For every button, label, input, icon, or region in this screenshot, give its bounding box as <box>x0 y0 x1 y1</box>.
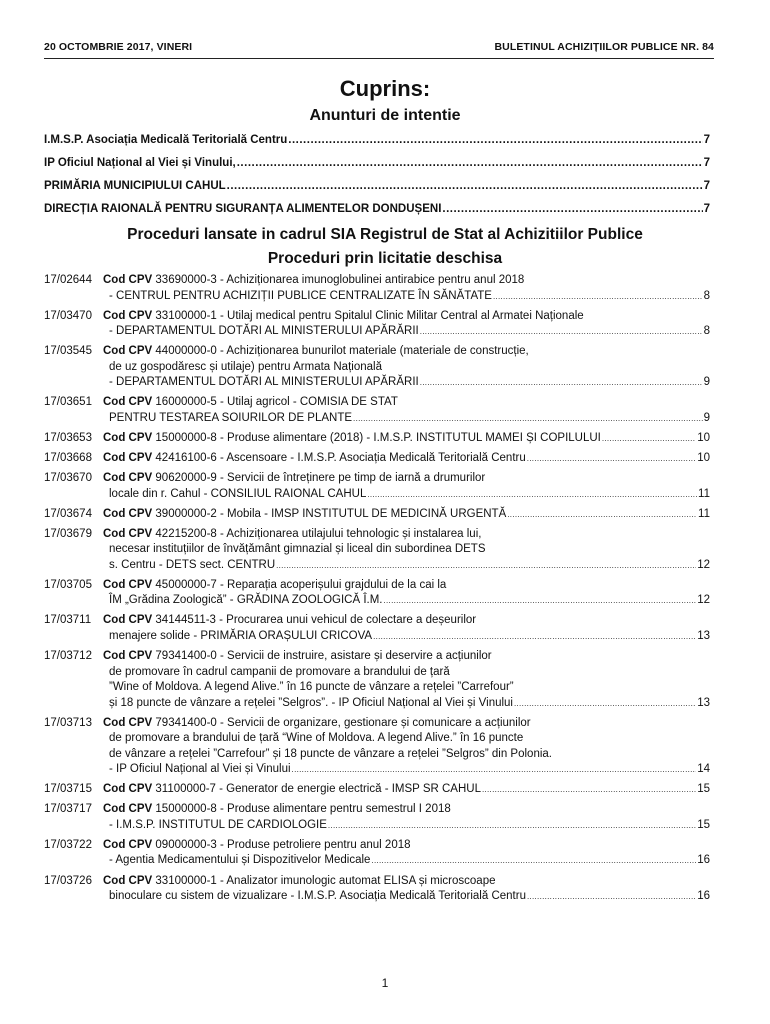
toc-item-page: 7 <box>703 180 710 192</box>
procedure-id: 17/03668 <box>44 451 92 464</box>
leader-dots <box>527 889 696 905</box>
procedure-last-line <box>103 451 710 467</box>
procedure-id: 17/03713 <box>44 716 92 729</box>
procedure-line: de promovare în cadrul campanii de promovare a brandului de țară <box>109 665 450 678</box>
leader-dots <box>602 431 696 447</box>
procedure-page: 12 <box>697 558 710 571</box>
procedure-text-value: - I.M.S.P. INSTITUTUL DE CARDIOLOGIE <box>109 818 327 831</box>
procedure-page: 15 <box>697 783 710 796</box>
cpv-label: Cod CPV <box>103 431 153 444</box>
procedure-text <box>109 411 352 427</box>
cpv-label: Cod CPV <box>103 803 153 816</box>
procedure-page: 13 <box>697 629 710 642</box>
procedure-id: 17/03726 <box>44 874 92 887</box>
cpv-label: Cod CPV <box>103 874 153 887</box>
procedure-entry[interactable] <box>44 578 710 609</box>
leader-dots <box>373 629 696 645</box>
procedure-last-line <box>107 411 710 427</box>
procedure-last-line <box>107 558 710 574</box>
procedure-page: 10 <box>697 431 710 444</box>
procedure-id: 17/03705 <box>44 578 92 591</box>
procedure-entry[interactable] <box>44 782 710 798</box>
procedure-text-value: - DEPARTAMENTUL DOTĂRI AL MINISTERULUI APĂRĂRII <box>109 376 419 389</box>
procedure-id: 17/03545 <box>44 345 92 358</box>
procedure-entry[interactable] <box>44 395 710 426</box>
leader-dots <box>482 782 696 798</box>
procedure-page: 15 <box>697 818 710 831</box>
procedure-entry[interactable] <box>44 273 710 304</box>
procedure-last-line <box>107 818 710 834</box>
procedure-page: 9 <box>703 376 710 389</box>
procedure-id: 17/03674 <box>44 507 92 520</box>
procedure-text-value: s. Centru - DETS sect. CENTRU <box>109 558 276 571</box>
toc-item-text: PRIMĂRIA MUNICIPIULUI CAHUL <box>44 180 226 192</box>
procedure-id: 17/03712 <box>44 650 92 663</box>
procedure-text <box>109 375 419 391</box>
procedure-text-value: PENTRU TESTAREA SOIURILOR DE PLANTE <box>109 411 353 424</box>
procedure-text <box>109 593 383 609</box>
leader-dots <box>514 696 696 712</box>
procedure-text: 34144511-3 - Procurarea unui vehicul de colectare a deșeurilor <box>155 614 477 627</box>
procedure-text <box>103 431 601 447</box>
procedure-text <box>109 558 275 574</box>
procedure-id: 17/03679 <box>44 527 92 540</box>
procedure-first-line <box>103 716 710 732</box>
procedure-last-line <box>107 375 710 391</box>
procedure-last-line <box>107 629 710 645</box>
procedure-text-value: locale din r. Cahul - CONSILIUL RAIONAL CAHUL <box>109 487 367 500</box>
procedure-entry[interactable] <box>44 431 710 447</box>
procedure-text: 09000000-3 - Produse petroliere pentru anul 2018 <box>155 838 411 851</box>
procedure-text <box>103 451 526 467</box>
procedure-entry[interactable] <box>44 471 710 502</box>
procedure-text-value: - Agentia Medicamentului și Dispozitivelor Medicale <box>109 854 371 867</box>
procedure-text-value: ÎM „Grădina Zoologică” - GRĂDINA ZOOLOGICĂ Î.M. <box>109 594 383 607</box>
procedure-id: 17/03651 <box>44 396 92 409</box>
procedure-page: 8 <box>703 289 710 302</box>
procedure-text <box>109 762 291 778</box>
toc-item[interactable] <box>44 180 710 192</box>
procedure-page: 10 <box>697 451 710 464</box>
leader-dots <box>371 853 696 869</box>
procedure-first-line <box>103 527 710 543</box>
cpv-label: Cod CPV <box>103 578 153 591</box>
procedure-text <box>109 487 366 503</box>
procedure-text-value: 15000000-8 - Produse alimentare (2018) - I.M.S.P. INSTITUTUL MAMEI ȘI COPILULUI <box>155 431 601 444</box>
cpv-label: Cod CPV <box>103 309 153 322</box>
leader-dots <box>527 451 696 467</box>
toc-leader <box>442 203 702 215</box>
procedure-page: 12 <box>697 594 710 607</box>
toc-item[interactable] <box>44 157 710 169</box>
procedure-id: 17/02644 <box>44 274 92 286</box>
procedure-text <box>109 889 526 905</box>
toc-item-text: DIRECȚIA RAIONALĂ PENTRU SIGURANȚA ALIMENTELOR DONDUȘENI <box>44 203 442 215</box>
section-title: Proceduri lansate in cadrul SIA Registrul de Stat al Achizitiilor Publice <box>127 226 643 243</box>
cpv-label: Cod CPV <box>103 783 153 796</box>
procedure-last-line <box>103 507 710 523</box>
cpv-label: Cod CPV <box>103 507 153 520</box>
procedure-first-line <box>103 309 710 325</box>
procedure-page: 16 <box>697 890 710 902</box>
toc-item[interactable] <box>44 134 710 146</box>
procedure-text <box>103 782 481 798</box>
procedure-text: 33100000-1 - Analizator imunologic automat ELISA și microscoape <box>155 874 496 887</box>
header-publication: BULETINUL ACHIZIȚIILOR PUBLICE NR. 84 <box>494 41 714 53</box>
procedure-text-value: 31100000-7 - Generator de energie electrică - IMSP SR CAHUL <box>155 783 481 796</box>
procedure-first-line <box>103 471 710 487</box>
cpv-label: Cod CPV <box>103 345 153 358</box>
procedure-page: 11 <box>698 487 710 500</box>
procedure-text: 90620000-9 - Servicii de întreținere pe timp de iarnă a drumurilor <box>155 472 486 485</box>
procedure-id: 17/03670 <box>44 472 92 485</box>
procedure-text-value: 39000000-2 - Mobila - IMSP INSTITUTUL DE MEDICINĂ URGENTĂ <box>155 507 507 520</box>
procedure-page: 16 <box>697 854 710 867</box>
procedure-text <box>103 507 506 523</box>
procedure-entry[interactable] <box>44 507 710 523</box>
cpv-label: Cod CPV <box>103 451 153 464</box>
procedure-last-line <box>107 324 710 340</box>
procedure-page: 13 <box>697 696 710 709</box>
procedure-first-line <box>103 578 710 594</box>
procedure-text <box>109 696 513 712</box>
toc-leader <box>237 157 703 169</box>
procedure-entry[interactable] <box>44 874 710 905</box>
procedure-first-line <box>103 613 710 629</box>
procedure-text: 45000000-7 - Reparația acoperișului grajdului de la cai la <box>155 578 447 591</box>
procedure-id: 17/03470 <box>44 309 92 322</box>
cpv-label: Cod CPV <box>103 716 153 729</box>
toc-leader <box>227 180 703 192</box>
leader-dots <box>292 762 697 778</box>
header-rule <box>44 58 714 59</box>
toc-item-page: 7 <box>703 203 710 215</box>
procedure-line: ”Wine of Moldova. A legend Alive.” în 16 puncte de vânzare a rețelei ”Carrefour” <box>109 681 514 694</box>
page-subtitle: Anunturi de intentie <box>309 107 461 124</box>
procedure-entry[interactable] <box>44 802 710 833</box>
procedure-entry[interactable] <box>44 344 710 391</box>
toc-item-page: 7 <box>703 134 710 146</box>
procedure-last-line <box>103 431 710 447</box>
procedure-line: de uz gospodăresc și utilaje) pentru Armata Națională <box>109 360 382 373</box>
leader-dots <box>367 487 697 503</box>
procedure-line: necesar instituțiilor de învățământ gimnazial și liceal din subordinea DETS <box>109 543 486 556</box>
toc-leader <box>288 134 702 146</box>
leader-dots <box>507 507 697 523</box>
procedure-text-value: menajere solide - PRIMĂRIA ORAȘULUI CRICOVA <box>109 629 373 642</box>
toc-item[interactable] <box>44 203 710 215</box>
procedure-text: 42215200-8 - Achiziționarea utilajului tehnologic și instalarea lui, <box>155 527 482 540</box>
procedure-text: 16000000-5 - Utilaj agricol - COMISIA DE STAT <box>155 396 398 409</box>
toc-item-text: I.M.S.P. Asociația Medicală Teritorială Centru <box>44 134 288 146</box>
procedure-id: 17/03653 <box>44 431 92 444</box>
leader-dots <box>276 558 696 574</box>
procedure-text <box>109 818 327 834</box>
procedure-entry[interactable] <box>44 613 710 644</box>
procedure-page: 14 <box>697 763 710 776</box>
procedure-text-value: - CENTRUL PENTRU ACHIZIȚII PUBLICE CENTRALIZATE ÎN SĂNĂTATE <box>109 289 492 302</box>
procedure-first-line <box>103 649 710 665</box>
procedure-text-value: - IP Oficiul Național al Viei și Vinului <box>109 763 291 776</box>
procedure-id: 17/03711 <box>44 614 92 627</box>
cpv-label: Cod CPV <box>103 614 153 627</box>
procedure-text-value: și 18 puncte de vânzare a rețelei ”Selgros”. - IP Oficiul Național al Viei și Vinului <box>109 696 513 709</box>
procedure-first-line <box>103 273 710 289</box>
procedure-last-line <box>107 762 710 778</box>
cpv-label: Cod CPV <box>103 396 153 409</box>
leader-dots <box>420 324 703 340</box>
toc-item-text: IP Oficiul Național al Viei și Vinului, <box>44 157 236 169</box>
procedure-list <box>44 273 710 909</box>
procedure-last-line <box>107 593 710 609</box>
procedure-last-line <box>107 487 710 503</box>
procedure-first-line <box>103 874 710 890</box>
procedure-page: 9 <box>703 411 710 424</box>
leader-dots <box>328 818 696 834</box>
procedure-last-line <box>107 889 710 905</box>
cpv-label: Cod CPV <box>103 274 153 286</box>
cpv-label: Cod CPV <box>103 838 153 851</box>
cpv-label: Cod CPV <box>103 527 153 540</box>
procedure-last-line <box>103 782 710 798</box>
procedure-first-line <box>103 838 710 854</box>
procedure-text-value: binoculare cu sistem de vizualizare - I.M.S.P. Asociația Medicală Teritorială Centru <box>109 890 526 902</box>
procedure-text <box>109 324 419 340</box>
leader-dots <box>493 289 703 305</box>
cpv-label: Cod CPV <box>103 472 153 485</box>
page-number: 1 <box>381 976 389 990</box>
procedure-last-line <box>107 696 710 712</box>
procedure-last-line <box>107 289 710 305</box>
procedure-entry[interactable] <box>44 451 710 467</box>
running-header <box>44 41 714 55</box>
procedure-first-line <box>103 344 710 360</box>
procedure-id: 17/03717 <box>44 803 92 816</box>
procedure-entry[interactable] <box>44 309 710 340</box>
procedure-page: 11 <box>698 507 710 520</box>
section-subtitle: Proceduri prin licitatie deschisa <box>267 250 503 267</box>
leader-dots <box>420 375 703 391</box>
procedure-entry[interactable] <box>44 716 710 778</box>
procedure-id: 17/03722 <box>44 838 92 851</box>
procedure-page: 8 <box>703 325 710 338</box>
procedure-entry[interactable] <box>44 527 710 574</box>
cpv-label: Cod CPV <box>103 650 153 663</box>
procedure-text <box>109 629 372 645</box>
leader-dots <box>384 593 697 609</box>
procedure-id: 17/03715 <box>44 783 92 796</box>
procedure-text: 79341400-0 - Servicii de organizare, gestionare și comunicare a acțiunilor <box>155 716 531 729</box>
procedure-text-value: 42416100-6 - Ascensoare - I.M.S.P. Asociația Medicală Teritorială Centru <box>155 451 526 464</box>
procedure-first-line <box>103 802 710 818</box>
procedure-entry[interactable] <box>44 649 710 711</box>
procedure-text: 33100000-1 - Utilaj medical pentru Spitalul Clinic Militar Central al Armatei Naționale <box>155 309 584 322</box>
header-date: 20 OCTOMBRIE 2017, VINERI <box>44 41 193 53</box>
page-title: Cuprins: <box>339 76 431 101</box>
procedure-last-line <box>107 853 710 869</box>
leader-dots <box>353 411 703 427</box>
procedure-text: 79341400-0 - Servicii de instruire, asistare și deservire a acțiunilor <box>155 650 492 663</box>
procedure-text <box>109 853 370 869</box>
procedure-entry[interactable] <box>44 838 710 869</box>
procedure-text: 44000000-0 - Achiziționarea bunurilot materiale (materiale de construcție, <box>155 345 529 358</box>
procedure-line: de vânzare a rețelei ”Carrefour” și 18 puncte de vânzare a rețelei ”Selgros” din Polonia. <box>109 747 552 760</box>
procedure-line: de promovare a brandului de țară “Wine of Moldova. A legend Alive.” în 16 puncte <box>109 732 524 745</box>
procedure-text: 33690000-3 - Achiziționarea imunoglobulinei antirabice pentru anul 2018 <box>155 274 525 286</box>
procedure-text-value: - DEPARTAMENTUL DOTĂRI AL MINISTERULUI APĂRĂRII <box>109 325 419 338</box>
procedure-text: 15000000-8 - Produse alimentare pentru semestrul I 2018 <box>155 803 451 816</box>
procedure-first-line <box>103 395 710 411</box>
toc-item-page: 7 <box>703 157 710 169</box>
procedure-text <box>109 289 492 305</box>
